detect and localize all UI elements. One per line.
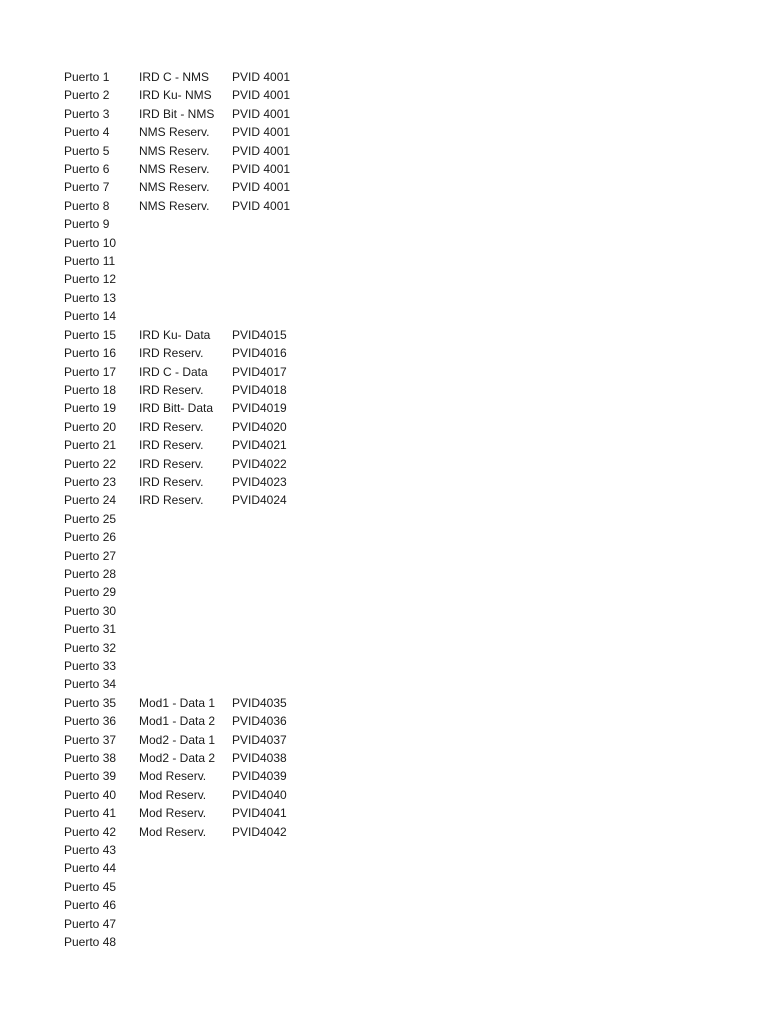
table-row <box>64 510 312 528</box>
table-row <box>64 547 312 565</box>
table-row <box>64 915 312 933</box>
pvid-cell: PVID4019 <box>232 401 287 416</box>
port-cell: Puerto 26 <box>64 530 117 545</box>
table-row <box>64 68 312 86</box>
table-row <box>64 289 312 307</box>
port-cell: Puerto 42 <box>64 824 117 839</box>
port-cell: Puerto 43 <box>64 843 117 858</box>
pvid-cell <box>232 841 312 859</box>
device-cell <box>139 896 232 914</box>
pvid-cell <box>232 215 312 233</box>
device-cell: NMS Reserv. <box>139 162 210 177</box>
device-cell <box>139 510 232 528</box>
port-cell: Puerto 32 <box>64 640 117 655</box>
device-cell: IRD Reserv. <box>139 346 204 361</box>
port-cell: Puerto 47 <box>64 916 117 931</box>
device-cell <box>139 933 232 951</box>
pvid-cell: PVID 4001 <box>232 106 291 121</box>
table-row <box>64 307 312 325</box>
device-cell: IRD Reserv. <box>139 419 204 434</box>
pvid-cell <box>232 657 312 675</box>
pvid-cell <box>232 583 312 601</box>
device-cell <box>139 547 232 565</box>
device-cell: IRD Reserv. <box>139 438 204 453</box>
pvid-cell: PVID4023 <box>232 474 287 489</box>
table-row <box>64 841 312 859</box>
port-cell: Puerto 25 <box>64 511 117 526</box>
pvid-cell: PVID4042 <box>232 824 287 839</box>
pvid-cell: PVID4037 <box>232 732 287 747</box>
pvid-cell <box>232 878 312 896</box>
table-row <box>64 933 312 951</box>
port-cell: Puerto 22 <box>64 456 117 471</box>
device-cell <box>139 657 232 675</box>
device-cell <box>139 252 232 270</box>
port-cell: Puerto 3 <box>64 106 110 121</box>
port-cell: Puerto 29 <box>64 585 117 600</box>
device-cell: Mod Reserv. <box>139 769 207 784</box>
port-cell: Puerto 40 <box>64 787 117 802</box>
device-cell <box>139 234 232 252</box>
pvid-cell: PVID4021 <box>232 438 287 453</box>
table-row <box>64 418 312 436</box>
table-row <box>64 381 312 399</box>
table-row <box>64 859 312 877</box>
table-row <box>64 344 312 362</box>
pvid-cell <box>232 510 312 528</box>
pvid-cell: PVID 4001 <box>232 88 291 103</box>
port-cell: Puerto 13 <box>64 290 117 305</box>
pvid-cell <box>232 859 312 877</box>
pvid-cell: PVID4035 <box>232 695 287 710</box>
pvid-cell: PVID 4001 <box>232 70 291 84</box>
table-row <box>64 639 312 657</box>
device-cell <box>139 583 232 601</box>
port-cell: Puerto 16 <box>64 346 117 361</box>
pvid-cell: PVID4040 <box>232 787 287 802</box>
port-cell: Puerto 10 <box>64 235 117 250</box>
table-row <box>64 326 312 344</box>
device-cell <box>139 915 232 933</box>
pvid-cell <box>232 933 312 951</box>
port-cell: Puerto 6 <box>64 162 110 177</box>
device-cell: Mod2 - Data 1 <box>139 732 216 747</box>
table-row <box>64 896 312 914</box>
pvid-cell: PVID4022 <box>232 456 287 471</box>
pvid-cell: PVID4017 <box>232 364 287 379</box>
device-cell <box>139 307 232 325</box>
device-cell: IRD C - Data <box>139 364 208 379</box>
pvid-cell <box>232 547 312 565</box>
pvid-cell <box>232 289 312 307</box>
table-row <box>64 786 312 804</box>
pvid-cell: PVID4038 <box>232 751 287 766</box>
table-row <box>64 473 312 491</box>
port-cell: Puerto 37 <box>64 732 117 747</box>
device-cell: IRD Ku- NMS <box>139 88 212 103</box>
table-row <box>64 142 312 160</box>
port-cell: Puerto 34 <box>64 677 117 692</box>
device-cell: NMS Reserv. <box>139 180 210 195</box>
pvid-cell <box>232 234 312 252</box>
port-cell: Puerto 48 <box>64 935 117 950</box>
port-cell: Puerto 45 <box>64 879 117 894</box>
port-cell: Puerto 18 <box>64 382 117 397</box>
device-cell <box>139 639 232 657</box>
port-cell: Puerto 27 <box>64 548 117 563</box>
device-cell: Mod2 - Data 2 <box>139 751 216 766</box>
pvid-cell: PVID 4001 <box>232 180 291 195</box>
port-cell: Puerto 12 <box>64 272 117 287</box>
pvid-cell <box>232 307 312 325</box>
table-row <box>64 105 312 123</box>
port-cell: Puerto 7 <box>64 180 110 195</box>
device-cell <box>139 528 232 546</box>
pvid-cell: PVID4039 <box>232 769 287 784</box>
table-row <box>64 823 312 841</box>
pvid-cell <box>232 528 312 546</box>
device-cell <box>139 602 232 620</box>
device-cell: IRD Bitt- Data <box>139 401 214 416</box>
port-table <box>64 68 312 952</box>
table-row <box>64 565 312 583</box>
table-row <box>64 86 312 104</box>
port-cell: Puerto 1 <box>64 70 110 84</box>
device-cell: Mod Reserv. <box>139 806 207 821</box>
device-cell: IRD Bit - NMS <box>139 106 215 121</box>
device-cell: Mod1 - Data 1 <box>139 695 216 710</box>
table-row <box>64 712 312 730</box>
pvid-cell <box>232 675 312 693</box>
device-cell <box>139 289 232 307</box>
port-cell: Puerto 19 <box>64 401 117 416</box>
table-row <box>64 675 312 693</box>
device-cell: Mod Reserv. <box>139 824 207 839</box>
table-row <box>64 657 312 675</box>
table-row <box>64 160 312 178</box>
pvid-cell <box>232 620 312 638</box>
port-cell: Puerto 8 <box>64 198 110 213</box>
device-cell: NMS Reserv. <box>139 125 210 140</box>
table-row <box>64 491 312 509</box>
table-row <box>64 749 312 767</box>
pvid-cell <box>232 252 312 270</box>
device-cell <box>139 565 232 583</box>
pvid-cell: PVID4041 <box>232 806 287 821</box>
device-cell: NMS Reserv. <box>139 143 210 158</box>
table-row <box>64 270 312 288</box>
pvid-cell <box>232 639 312 657</box>
port-cell: Puerto 36 <box>64 714 117 729</box>
port-cell: Puerto 14 <box>64 309 117 324</box>
table-row <box>64 234 312 252</box>
table-row <box>64 123 312 141</box>
device-cell <box>139 841 232 859</box>
port-cell: Puerto 4 <box>64 125 110 140</box>
pvid-cell: PVID4020 <box>232 419 287 434</box>
device-cell: IRD Ku- Data <box>139 327 211 342</box>
pvid-cell: PVID4015 <box>232 327 287 342</box>
port-cell: Puerto 35 <box>64 695 117 710</box>
table-row <box>64 399 312 417</box>
pvid-cell: PVID4018 <box>232 382 287 397</box>
device-cell <box>139 215 232 233</box>
port-cell: Puerto 20 <box>64 419 117 434</box>
port-cell: Puerto 41 <box>64 806 117 821</box>
table-row <box>64 767 312 785</box>
port-cell: Puerto 24 <box>64 493 117 508</box>
port-cell: Puerto 2 <box>64 88 110 103</box>
port-cell: Puerto 39 <box>64 769 117 784</box>
device-cell: IRD Reserv. <box>139 493 204 508</box>
pvid-cell <box>232 602 312 620</box>
device-cell <box>139 859 232 877</box>
port-cell: Puerto 11 <box>64 254 116 269</box>
pvid-cell <box>232 896 312 914</box>
device-cell: IRD Reserv. <box>139 474 204 489</box>
pvid-cell: PVID 4001 <box>232 198 291 213</box>
table-row <box>64 528 312 546</box>
port-cell: Puerto 38 <box>64 751 117 766</box>
table-row <box>64 620 312 638</box>
pvid-cell: PVID 4001 <box>232 125 291 140</box>
table-row <box>64 878 312 896</box>
device-cell <box>139 270 232 288</box>
pvid-cell: PVID 4001 <box>232 143 291 158</box>
port-cell: Puerto 28 <box>64 566 117 581</box>
pvid-cell: PVID4036 <box>232 714 287 729</box>
device-cell: Mod Reserv. <box>139 787 207 802</box>
table-row <box>64 455 312 473</box>
table-row <box>64 602 312 620</box>
pvid-cell: PVID4024 <box>232 493 287 508</box>
table-row <box>64 694 312 712</box>
device-cell <box>139 620 232 638</box>
table-row <box>64 436 312 454</box>
port-cell: Puerto 15 <box>64 327 117 342</box>
device-cell: IRD C - NMS <box>139 70 209 84</box>
port-cell: Puerto 33 <box>64 659 117 673</box>
device-cell: IRD Reserv. <box>139 382 204 397</box>
device-cell: NMS Reserv. <box>139 198 210 213</box>
table-row <box>64 252 312 270</box>
device-cell <box>139 878 232 896</box>
pvid-cell <box>232 565 312 583</box>
table-row <box>64 731 312 749</box>
port-cell: Puerto 46 <box>64 898 117 913</box>
port-cell: Puerto 21 <box>64 438 117 453</box>
table-row <box>64 363 312 381</box>
pvid-cell <box>232 915 312 933</box>
device-cell: Mod1 - Data 2 <box>139 714 216 729</box>
table-row <box>64 583 312 601</box>
table-row <box>64 215 312 233</box>
table-row <box>64 197 312 215</box>
port-cell: Puerto 44 <box>64 861 117 876</box>
port-cell: Puerto 5 <box>64 143 110 158</box>
port-cell: Puerto 9 <box>64 217 110 232</box>
port-cell: Puerto 17 <box>64 364 117 379</box>
pvid-cell: PVID4016 <box>232 346 287 361</box>
port-cell: Puerto 31 <box>64 622 117 637</box>
device-cell: IRD Reserv. <box>139 456 204 471</box>
pvid-cell <box>232 270 312 288</box>
table-row <box>64 178 312 196</box>
table-row <box>64 804 312 822</box>
port-cell: Puerto 30 <box>64 603 117 618</box>
device-cell <box>139 675 232 693</box>
pvid-cell: PVID 4001 <box>232 162 291 177</box>
port-cell: Puerto 23 <box>64 474 117 489</box>
